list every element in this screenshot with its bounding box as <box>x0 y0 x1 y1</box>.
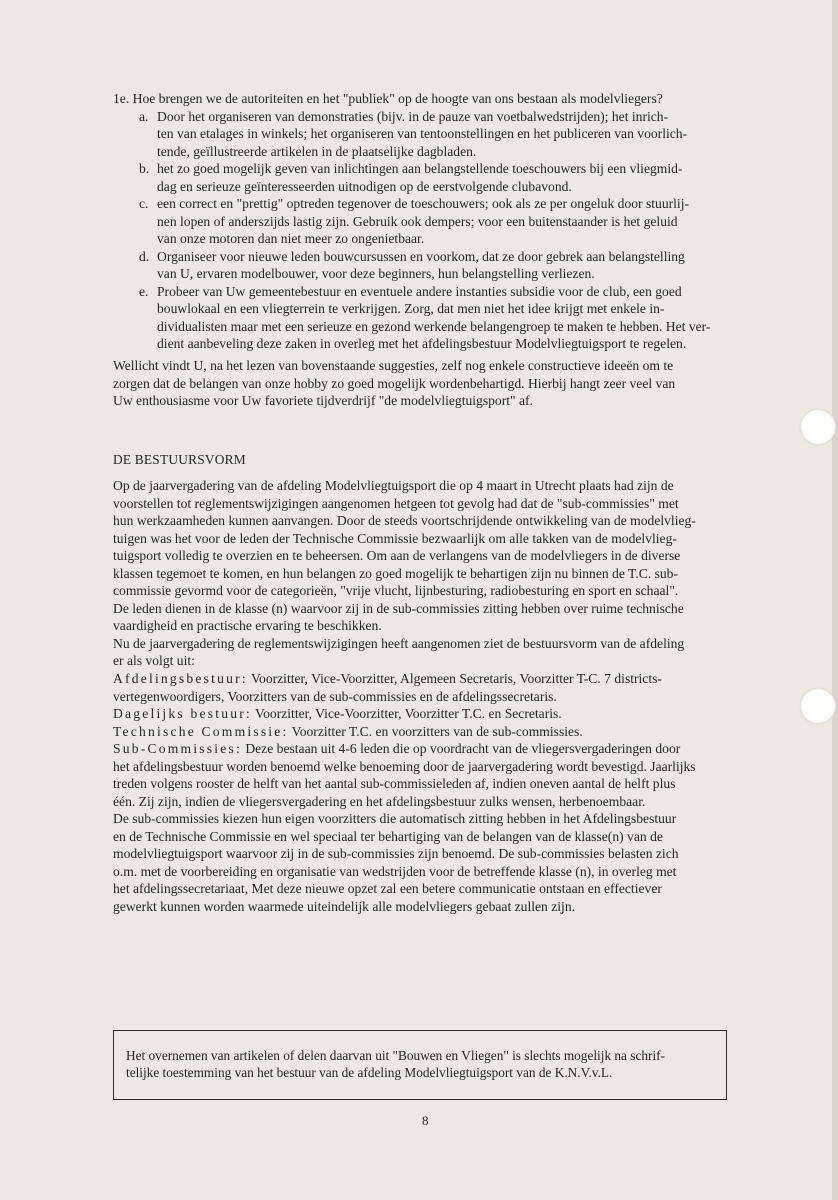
definition-text: modelvliegtuigsport waarvoor zij in de sub-commissies zijn benoemd. De sub-commissies belasten zich <box>113 846 679 861</box>
paragraph-line: De leden dienen in de klasse (n) waarvoor zij in de sub-commissies zitting hebben over ruime technische <box>113 600 684 616</box>
paragraph-line: commissie gevormd voor de categorieën, "vrije vlucht, lijnbesturing, radiobesturing en sport en schaal". <box>113 583 679 598</box>
list-item-line: ten van etalages in winkels; het organiseren van tentoonstellingen en het publiceren van voorlich- <box>157 126 688 141</box>
definition-text: Deze bestaan uit 4-6 leden die op voordracht van de vliegersvergaderingen door <box>241 741 681 756</box>
list-item-line: dividualisten maar met een serieuze en gezond werkende belangengroep te maken te hebben. Het ver- <box>157 318 711 334</box>
paragraph-line: Op de jaarvergadering van de afdeling Modelvliegtuigsport die op 4 maart in Utrecht plaats had zijn de <box>113 478 674 493</box>
definition-line <box>113 845 753 863</box>
paragraph-line: Uw enthousiasme voor Uw favoriete tijdverdrijf "de modelvliegtuigsport" af. <box>113 393 533 408</box>
list-item-label: e. <box>139 283 149 299</box>
paragraph-line: hun werkzaamheden kunnen aanvangen. Door de steeds voortschrijdende ontwikkeling van de modelvlieg- <box>113 513 696 528</box>
definition-text: één. Zij zijn, indien de vliegersvergadering en het afdelingsbestuur zulks wensen, herbenoembaar. <box>113 793 646 809</box>
page-edge <box>832 0 838 1200</box>
definition-line <box>113 705 753 723</box>
list-item-line: van onze motoren dan niet meer zo ongenietbaar. <box>157 231 425 246</box>
list-item <box>139 283 753 353</box>
list-item-line: Door het organiseren van demonstraties (bijv. in de pauze van voetbalwedstrijden); het inrich- <box>157 108 669 124</box>
definition-line <box>113 688 753 706</box>
list-item-line: Probeer van Uw gemeentebestuur en eventuele andere instanties subsidie voor de club, een goed <box>157 283 682 299</box>
paragraph-line: Wellicht vindt U, na het lezen van bovenstaande suggesties, zelf nog enkele constructieve ideeën om te <box>113 358 674 373</box>
notice-line: telijke toestemming van het bestuur van de afdeling Modelvliegtuigsport van de K.N.V.v.L. <box>126 1065 613 1080</box>
definition-text: Voorzitter, Vice-Voorzitter, Voorzitter T.C. en Secretaris. <box>251 706 562 721</box>
list-item-line: bouwlokaal en een vliegterrein te verkrijgen. Zorg, dat men niet het idee krijgt met enkele in- <box>157 301 665 316</box>
definition-line <box>113 670 753 688</box>
question-number: 1e. <box>113 91 130 106</box>
paragraph-line: tuigsport volledig te overzien en te beheersen. Om aan de verlangens van de modelvliegers in de diverse <box>113 548 681 563</box>
notice-line: Het overnemen van artikelen of delen daarvan uit "Bouwen en Vliegen" is slechts mogelijk na schrif- <box>126 1048 665 1063</box>
definition-line <box>113 863 753 881</box>
notice-box <box>113 1030 727 1100</box>
list-item-line: het zo goed mogelijk geven van inlichtingen aan belangstellende toeschouwers bij een vliegmid- <box>157 161 683 176</box>
paragraph-line: voorstellen tot reglementswijzigingen aangenomen hetgeen tot gevolg had dat de "sub-commissies" met <box>113 495 679 511</box>
definition-text: o.m. met de voorbereiding en organisatie van wedstrijden voor de betreffende klasse (n), in overleg met <box>113 863 677 879</box>
question-body: Hoe brengen we de autoriteiten en het "publiek" op de hoogte van ons bestaan als modelvliegers? <box>132 91 663 106</box>
question-text <box>113 90 753 108</box>
definition-term: Afdelingsbestuur: <box>113 671 248 686</box>
list-item-label: c. <box>139 196 149 211</box>
definition-text: vertegenwoordigers, Voorzitters van de sub-commissies en de afdelingssecretaris. <box>113 688 557 704</box>
definition-text: gewerkt kunnen worden waarmede uiteindelijk alle modelvliegers gebaat zullen zijn. <box>113 898 576 914</box>
list-item-line: Organiseer voor nieuwe leden bouwcursussen en voorkom, dat ze door gebrek aan belangstelling <box>157 248 685 264</box>
definition-line <box>113 880 753 898</box>
page-number: 8 <box>422 1113 429 1128</box>
list-item-label: b. <box>139 161 150 176</box>
list-item-line: dient aanbeveling deze zaken in overleg met het afdelingsbestuur Modelvliegtuigsport te regelen. <box>157 336 687 351</box>
paragraph-line: er als volgt uit: <box>113 653 195 668</box>
definition-line <box>113 793 753 811</box>
definition-line <box>113 723 753 741</box>
section-heading: DE BESTUURSVORM <box>113 452 246 467</box>
question-sub-items <box>113 108 753 353</box>
definition-text: het afdelingsbestuur worden benoemd welke benoeming door de jaarvergadering wordt bevestigd. Jaarlijks <box>113 758 696 774</box>
definitions-list <box>113 670 753 915</box>
list-item-label: d. <box>139 248 150 264</box>
definition-line <box>113 740 753 758</box>
definition-text: Voorzitter T.C. en voorzitters van de sub-commissies. <box>288 723 583 739</box>
definition-term: Technische Commissie: <box>113 723 289 739</box>
definition-text: het afdelingssecretariaat, Met deze nieuwe opzet zal een betere communicatie ontstaan en effectiever <box>113 881 662 896</box>
notice-text <box>126 1047 726 1081</box>
section-body <box>113 477 753 670</box>
paragraph-line: klassen tegemoet te komen, en hun belangen zo goed mogelijk te behartigen zijn nu binnen de T.C. sub- <box>113 565 678 581</box>
punch-hole-top <box>800 409 836 445</box>
punch-hole-bottom <box>800 688 836 724</box>
paragraph-line: zorgen dat de belangen van onze hobby zo goed mogelijk wordenbehartigd. Hierbij hangt zeer veel van <box>113 375 676 391</box>
definition-text: treden volgens rooster de helft van het aantal sub-commissieleden af, indien oneven aantal de helft plus <box>113 776 676 791</box>
list-item <box>139 248 753 283</box>
list-item-line: dag en serieuze geïnteresseerden uitnodigen op de eerstvolgende clubavond. <box>157 178 572 194</box>
list-item-line: van U, ervaren modelbouwer, voor deze beginners, hun belangstelling verliezen. <box>157 266 595 281</box>
paragraph-line: Nu de jaarvergadering de reglementswijzigingen heeft aangenomen ziet de bestuursvorm van de afdeling <box>113 635 685 651</box>
definition-text: De sub-commissies kiezen hun eigen voorzitters die automatisch zitting hebben in het Afdelingsbestuur <box>113 811 677 826</box>
list-item <box>139 108 753 161</box>
definition-line <box>113 828 753 846</box>
definition-term: Sub-Commissies: <box>113 741 242 756</box>
list-item <box>139 195 753 248</box>
paragraph-line: tuigen was het voor de leden der Technische Commissie bezwaarlijk om alle takken van de modelvlieg- <box>113 530 677 546</box>
definition-line <box>113 898 753 916</box>
list-item-line: nen lopen of anderszijds lastig zijn. Gebruik ook dempers; voor een buitenstaander is het geluid <box>157 213 678 229</box>
list-item <box>139 160 753 195</box>
definition-line <box>113 758 753 776</box>
definition-line <box>113 775 753 793</box>
definition-text: en de Technische Commissie en wel speciaal ter behartiging van de belangen van de klasse(n) van de <box>113 828 663 844</box>
definition-line <box>113 810 753 828</box>
closing-paragraph <box>113 357 753 410</box>
list-item-line: tende, geïllustreerde artikelen in de plaatselijke dagbladen. <box>157 143 477 159</box>
paragraph-line: vaardigheid en practische ervaring te beschikken. <box>113 618 382 633</box>
definition-text: Voorzitter, Vice-Voorzitter, Algemeen Secretaris, Voorzitter T-C. 7 districts- <box>247 671 662 686</box>
definition-term: Dagelijks bestuur: <box>113 706 252 721</box>
list-item-label: a. <box>139 108 149 124</box>
question-1e <box>113 90 753 353</box>
list-item-line: een correct en "prettig" optreden tegenover de toeschouwers; ook als ze per ongeluk door stuurlij- <box>157 196 690 211</box>
